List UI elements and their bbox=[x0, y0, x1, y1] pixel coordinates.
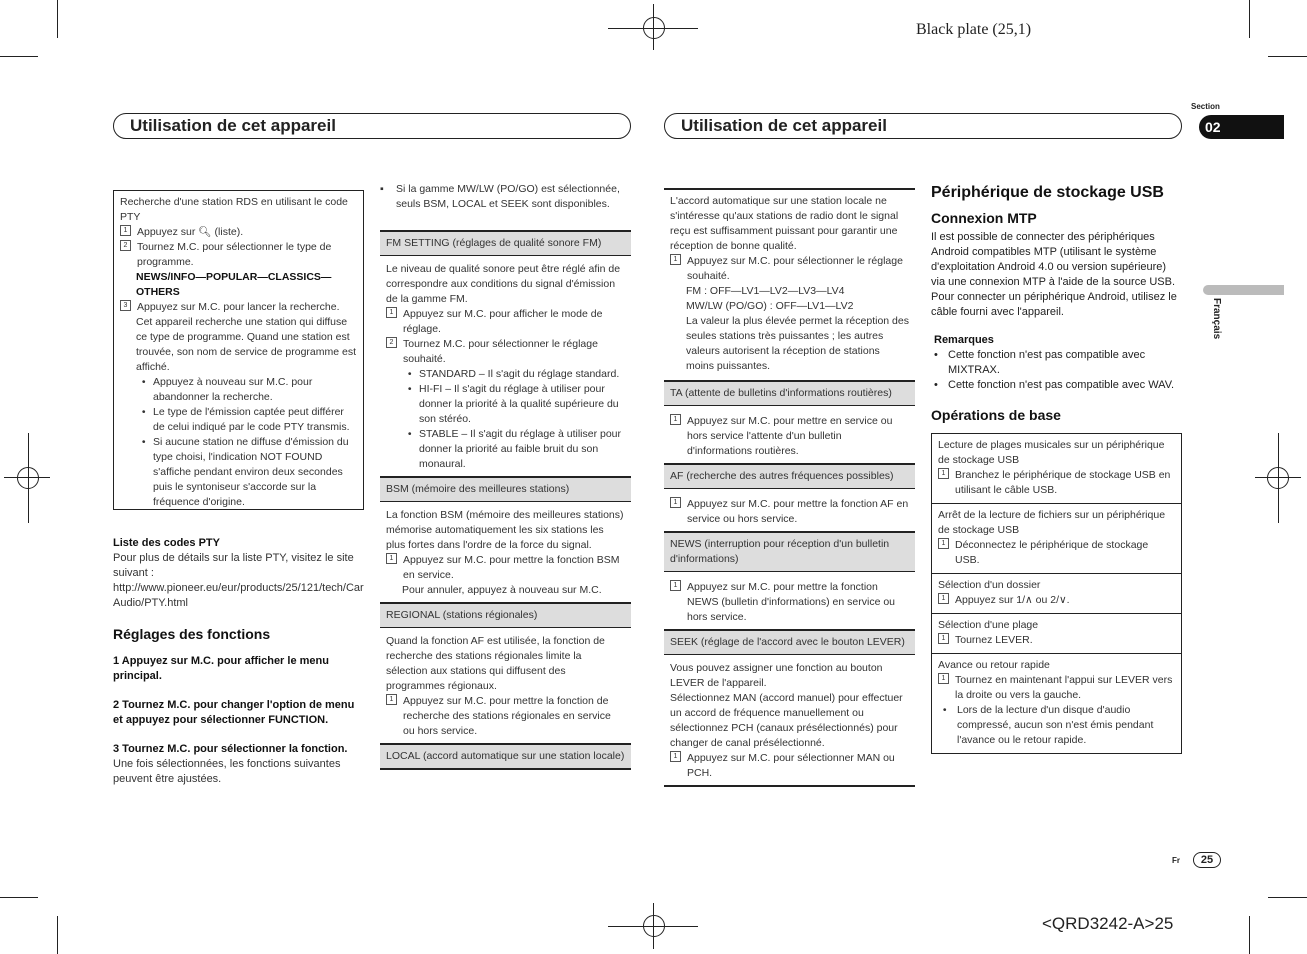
step-text: Appuyez sur M.C. pour mettre la fonction AF en service ou hors service. bbox=[687, 498, 909, 525]
bullet: • STANDARD – Il s'agit du réglage standard. bbox=[386, 367, 625, 382]
step-1: 1 Appuyez sur M.C. pour mettre en service ou hors service l'attente d'un bulletin d'informations routières. bbox=[670, 414, 909, 459]
step-text: Appuyez sur M.C. pour sélectionner MAN ou PCH. bbox=[687, 752, 895, 779]
bullet: • Appuyez à nouveau sur M.C. pour abandonner la recherche. bbox=[120, 375, 357, 405]
step-text: Tournez M.C. pour sélectionner le réglage souhaité. bbox=[403, 338, 598, 365]
page-number: 25 bbox=[1193, 852, 1221, 868]
step-1: 1 Appuyez sur M.C. pour afficher le mode de réglage. bbox=[386, 307, 625, 337]
step-2: 2 Tournez M.C. pour sélectionner le type de programme. bbox=[120, 240, 357, 270]
step-1: 1 Appuyez sur 🔍︎ (liste). bbox=[120, 225, 357, 240]
ops-box-title: Sélection d'un dossier bbox=[938, 579, 1041, 591]
af-body bbox=[664, 489, 915, 531]
crop-mark bbox=[1249, 916, 1250, 954]
crop-mark bbox=[57, 0, 58, 38]
step-1: 1 Déconnectez le périphérique de stockage USB. bbox=[938, 538, 1175, 568]
bsm-header: BSM (mémoire des meilleures stations) bbox=[380, 476, 631, 502]
header-right: Utilisation de cet appareil bbox=[664, 113, 1182, 139]
step-text: Appuyez sur M.C. pour sélectionner le réglage souhaité. bbox=[687, 255, 903, 282]
step-text: Branchez le périphérique de stockage USB en utilisant le câble USB. bbox=[955, 469, 1171, 496]
note-text: Si la gamme MW/LW (PO/GO) est sélectionnée, seuls BSM, LOCAL et SEEK sont disponibles. bbox=[396, 183, 620, 210]
ta-header: TA (attente de bulletins d'informations routières) bbox=[664, 380, 915, 406]
step-1: 1 Appuyez sur M.C. pour mettre la fonction de recherche des stations régionales en service ou hors service. bbox=[386, 694, 625, 739]
local-body bbox=[664, 190, 915, 374]
remarks-title: Remarques bbox=[934, 334, 994, 346]
language-tab-bar bbox=[1203, 285, 1284, 295]
remark-text: Cette fonction n'est pas compatible avec MIXTRAX. bbox=[948, 349, 1146, 376]
ops-box-title: Sélection d'une plage bbox=[938, 619, 1039, 631]
basic-ops-title: Opérations de base bbox=[931, 407, 1061, 423]
mwlw-note: ▪ Si la gamme MW/LW (PO/GO) est sélectionnée, seuls BSM, LOCAL et SEEK sont disponibles. bbox=[380, 182, 631, 212]
ops-box-stop bbox=[931, 504, 1182, 574]
local-desc: La valeur la plus élevée permet la réception des seules stations très puissantes ; les autres valeurs autorisent la réception de stations moins puissantes. bbox=[686, 315, 909, 372]
bullet: • Si aucune station ne diffuse d'émission du type choisi, l'indication NOT FOUND s'affiche pendant environ deux secondes puis le syntoniseur s'accorde sur la fréquence d'origine. bbox=[120, 435, 357, 510]
ta-body bbox=[664, 406, 915, 463]
step-1: 1 Appuyez sur 1/∧ ou 2/∨. bbox=[938, 593, 1175, 608]
ops-box-play bbox=[931, 433, 1182, 504]
settings-step-1: 1 Appuyez sur M.C. pour afficher le menu principal. bbox=[113, 655, 329, 682]
remark-text: Cette fonction n'est pas compatible avec WAV. bbox=[948, 379, 1175, 391]
ops-box-title: Lecture de plages musicales sur un périphérique de stockage USB bbox=[938, 439, 1165, 466]
side-language: Français bbox=[1211, 298, 1222, 340]
bullet-text: STABLE – Il s'agit du réglage à utiliser pour donner la priorité au faible bruit du son monaural. bbox=[419, 428, 622, 470]
regional-body bbox=[380, 628, 631, 739]
step-text: Appuyez sur M.C. pour afficher le mode de réglage. bbox=[403, 308, 603, 335]
step-1: 1 Tournez en maintenant l'appui sur LEVER vers la droite ou vers la gauche. bbox=[938, 673, 1175, 703]
section-label: Section bbox=[1191, 102, 1220, 111]
step-text: Appuyez sur M.C. pour mettre en service ou hors service l'attente d'un bulletin d'informations routières. bbox=[687, 415, 893, 457]
step-1: 1 Appuyez sur M.C. pour sélectionner le réglage souhaité. bbox=[670, 254, 909, 284]
local-text: L'accord automatique sur une station locale ne s'intéresse qu'aux stations de radio dont le signal reçu est suffisamment puissant pour garantir une réception de bonne qualité. bbox=[670, 195, 899, 252]
column-3 bbox=[664, 188, 915, 787]
bullet-text: Le type de l'émission captée peut différer de celui indiqué par le code PTY transmis. bbox=[153, 406, 350, 433]
mtp-text: Il est possible de connecter des périphériques Android compatibles MTP (utilisant le système d'exploitation Android 4.0 ou version supérieure) via une connexion MTP à l'aide de la source USB. Pour connecter un périphérique Android, utilisez le câble fourni avec l'appareil. bbox=[931, 231, 1177, 318]
seek-body bbox=[664, 655, 915, 785]
step-3: 3 Appuyez sur M.C. pour lancer la recherche. bbox=[120, 300, 357, 315]
af-header: AF (recherche des autres fréquences possibles) bbox=[664, 463, 915, 489]
column-4 bbox=[931, 184, 1182, 754]
local-mw-options: MW/LW (PO/GO) : OFF—LV1—LV2 bbox=[686, 300, 854, 312]
step-2: 2 Tournez M.C. pour sélectionner le réglage souhaité. bbox=[386, 337, 625, 367]
step-text: Tournez LEVER. bbox=[955, 634, 1033, 646]
ops-box-title: Arrêt de la lecture de fichiers sur un périphérique de stockage USB bbox=[938, 509, 1166, 536]
bsm-body bbox=[380, 502, 631, 598]
bullet: • Lors de la lecture d'un disque d'audio compressé, aucun son n'est émis pendant l'avance ou le retour rapide. bbox=[938, 703, 1175, 748]
fm-setting-text: Le niveau de qualité sonore peut être réglé afin de correspondre aux conditions du signal d'émission de la gamme FM. bbox=[386, 263, 621, 305]
registration-line bbox=[4, 477, 50, 478]
remark: • Cette fonction n'est pas compatible avec MIXTRAX. bbox=[931, 348, 1182, 378]
basic-ops-boxes bbox=[931, 433, 1182, 754]
section-number: 02 bbox=[1199, 115, 1284, 139]
step-text: Tournez M.C. pour sélectionner le type de programme. bbox=[137, 241, 332, 268]
step-3-desc: Cet appareil recherche une station qui diffuse ce type de programme. Quand une station est trouvée, son nom de service de programme est affiché. bbox=[136, 316, 357, 373]
seek-text-2: Sélectionnez MAN (accord manuel) pour effectuer un accord de fréquence manuellement ou sélectionnez PCH (canaux présélectionnés) pour changer de canal présélectionné. bbox=[670, 692, 903, 749]
settings-title: Réglages des fonctions bbox=[113, 626, 271, 642]
step-1: 1 Appuyez sur M.C. pour sélectionner MAN ou PCH. bbox=[670, 751, 909, 781]
column-1 bbox=[113, 190, 364, 787]
document-code: <QRD3242-A>25 bbox=[1042, 914, 1174, 933]
step-1: 1 Appuyez sur M.C. pour mettre la fonction AF en service ou hors service. bbox=[670, 497, 909, 527]
crop-mark bbox=[0, 56, 38, 57]
pty-list-text: Pour plus de détails sur la liste PTY, visitez le site suivant : bbox=[113, 552, 354, 579]
bullet: • HI-FI – Il s'agit du réglage à utiliser pour donner la priorité à la qualité supérieure du son stéréo. bbox=[386, 382, 625, 427]
local-header: LOCAL (accord automatique sur une station locale) bbox=[380, 743, 631, 770]
footer-language: Fr bbox=[1172, 856, 1180, 865]
crop-mark bbox=[1249, 0, 1250, 38]
step-text: Appuyez sur M.C. pour mettre la fonction de recherche des stations régionales en service ou hors service. bbox=[403, 695, 611, 737]
settings-step-3-desc: Une fois sélectionnées, les fonctions suivantes peuvent être ajustées. bbox=[113, 758, 341, 785]
ops-box-folder bbox=[931, 574, 1182, 614]
header-left: Utilisation de cet appareil bbox=[113, 113, 631, 139]
fm-setting-body bbox=[380, 256, 631, 472]
ops-box-title: Avance ou retour rapide bbox=[938, 659, 1050, 671]
step-text: (liste). bbox=[211, 226, 244, 238]
usb-title: Périphérique de stockage USB bbox=[931, 184, 1164, 201]
remark: • Cette fonction n'est pas compatible avec WAV. bbox=[931, 378, 1182, 393]
search-icon: 🔍︎ bbox=[198, 226, 212, 238]
bullet-text: STANDARD – Il s'agit du réglage standard. bbox=[419, 368, 620, 380]
registration-line bbox=[653, 4, 654, 50]
settings-step-2: 2 Tournez M.C. pour changer l'option de menu et appuyez pour sélectionner FUNCTION. bbox=[113, 699, 355, 726]
column-2 bbox=[380, 182, 631, 770]
step-text: Déconnectez le périphérique de stockage USB. bbox=[955, 539, 1149, 566]
step-1: 1 Appuyez sur M.C. pour mettre la fonction NEWS (bulletin d'informations) en service ou hors service. bbox=[670, 580, 909, 625]
registration-line bbox=[1278, 433, 1279, 523]
step-text: Appuyez sur bbox=[137, 226, 199, 238]
bullet-text: Appuyez à nouveau sur M.C. pour abandonner la recherche. bbox=[153, 376, 313, 403]
local-fm-options: FM : OFF—LV1—LV2—LV3—LV4 bbox=[686, 285, 845, 297]
bullet-text: HI-FI – Il s'agit du réglage à utiliser pour donner la priorité à la qualité supérieure du son stéréo. bbox=[419, 383, 619, 425]
pty-list-url[interactable]: http://www.pioneer.eu/eur/products/25/121/tech/CarAudio/PTY.html bbox=[113, 582, 364, 609]
step-1: 1 Tournez LEVER. bbox=[938, 633, 1175, 648]
bullet-text: Si aucune station ne diffuse d'émission du type choisi, l'indication NOT FOUND s'affiche pendant environ deux secondes puis le syntoniseur s'accorde sur la fréquence d'origine. bbox=[153, 436, 349, 508]
ops-box-track bbox=[931, 614, 1182, 654]
crop-mark bbox=[1268, 897, 1307, 898]
bullet: • Le type de l'émission captée peut différer de celui indiqué par le code PTY transmis. bbox=[120, 405, 357, 435]
step-text: Appuyez sur M.C. pour lancer la recherche. bbox=[137, 301, 340, 313]
fm-setting-header: FM SETTING (réglages de qualité sonore FM) bbox=[380, 230, 631, 256]
box-title: Recherche d'une station RDS en utilisant le code PTY bbox=[120, 196, 348, 223]
bsm-text: La fonction BSM (mémoire des meilleures stations) mémorise automatiquement les six stations les plus fortes dans l'ordre de la force du signal. bbox=[386, 509, 624, 551]
seek-header: SEEK (réglage de l'accord avec le bouton LEVER) bbox=[664, 629, 915, 655]
crop-mark bbox=[0, 897, 38, 898]
step-text: Appuyez sur 1/∧ ou 2/∨. bbox=[955, 594, 1070, 606]
regional-header: REGIONAL (stations régionales) bbox=[380, 602, 631, 628]
step-1: 1 Branchez le périphérique de stockage USB en utilisant le câble USB. bbox=[938, 468, 1175, 498]
step-text: Tournez en maintenant l'appui sur LEVER vers la droite ou vers la gauche. bbox=[955, 674, 1173, 701]
registration-line bbox=[653, 903, 654, 949]
registration-line bbox=[28, 433, 29, 523]
news-body bbox=[664, 572, 915, 629]
plate-label: Black plate (25,1) bbox=[916, 21, 1032, 38]
news-header: NEWS (interruption pour réception d'un bulletin d'informations) bbox=[664, 531, 915, 572]
seek-text: Vous pouvez assigner une fonction au bouton LEVER de l'appareil. bbox=[670, 662, 883, 689]
pty-list-title: Liste des codes PTY bbox=[113, 537, 220, 549]
settings-step-3: 3 Tournez M.C. pour sélectionner la fonction. bbox=[113, 743, 348, 755]
bsm-cancel-text: Pour annuler, appuyez à nouveau sur M.C. bbox=[402, 584, 602, 596]
ops-box-fast bbox=[931, 654, 1182, 754]
mtp-title: Connexion MTP bbox=[931, 210, 1037, 226]
crop-mark bbox=[57, 916, 58, 954]
step-1: 1 Appuyez sur M.C. pour mettre la fonction BSM en service. bbox=[386, 553, 625, 583]
regional-text: Quand la fonction AF est utilisée, la fonction de recherche des stations régionales limite la sélection aux stations qui diffusent des programmes régionaux. bbox=[386, 635, 605, 692]
bullet: • STABLE – Il s'agit du réglage à utiliser pour donner la priorité au faible bruit du son monaural. bbox=[386, 427, 625, 472]
bullet-text: Lors de la lecture d'un disque d'audio compressé, aucun son n'est émis pendant l'avance ou le retour rapide. bbox=[957, 704, 1154, 746]
step-text: Appuyez sur M.C. pour mettre la fonction NEWS (bulletin d'informations) en service ou hors service. bbox=[687, 581, 896, 623]
pty-search-box bbox=[113, 190, 364, 510]
pty-options: NEWS/INFO—POPULAR—CLASSICS—OTHERS bbox=[136, 271, 332, 298]
step-text: Appuyez sur M.C. pour mettre la fonction BSM en service. bbox=[403, 554, 620, 581]
crop-mark bbox=[1268, 56, 1307, 57]
